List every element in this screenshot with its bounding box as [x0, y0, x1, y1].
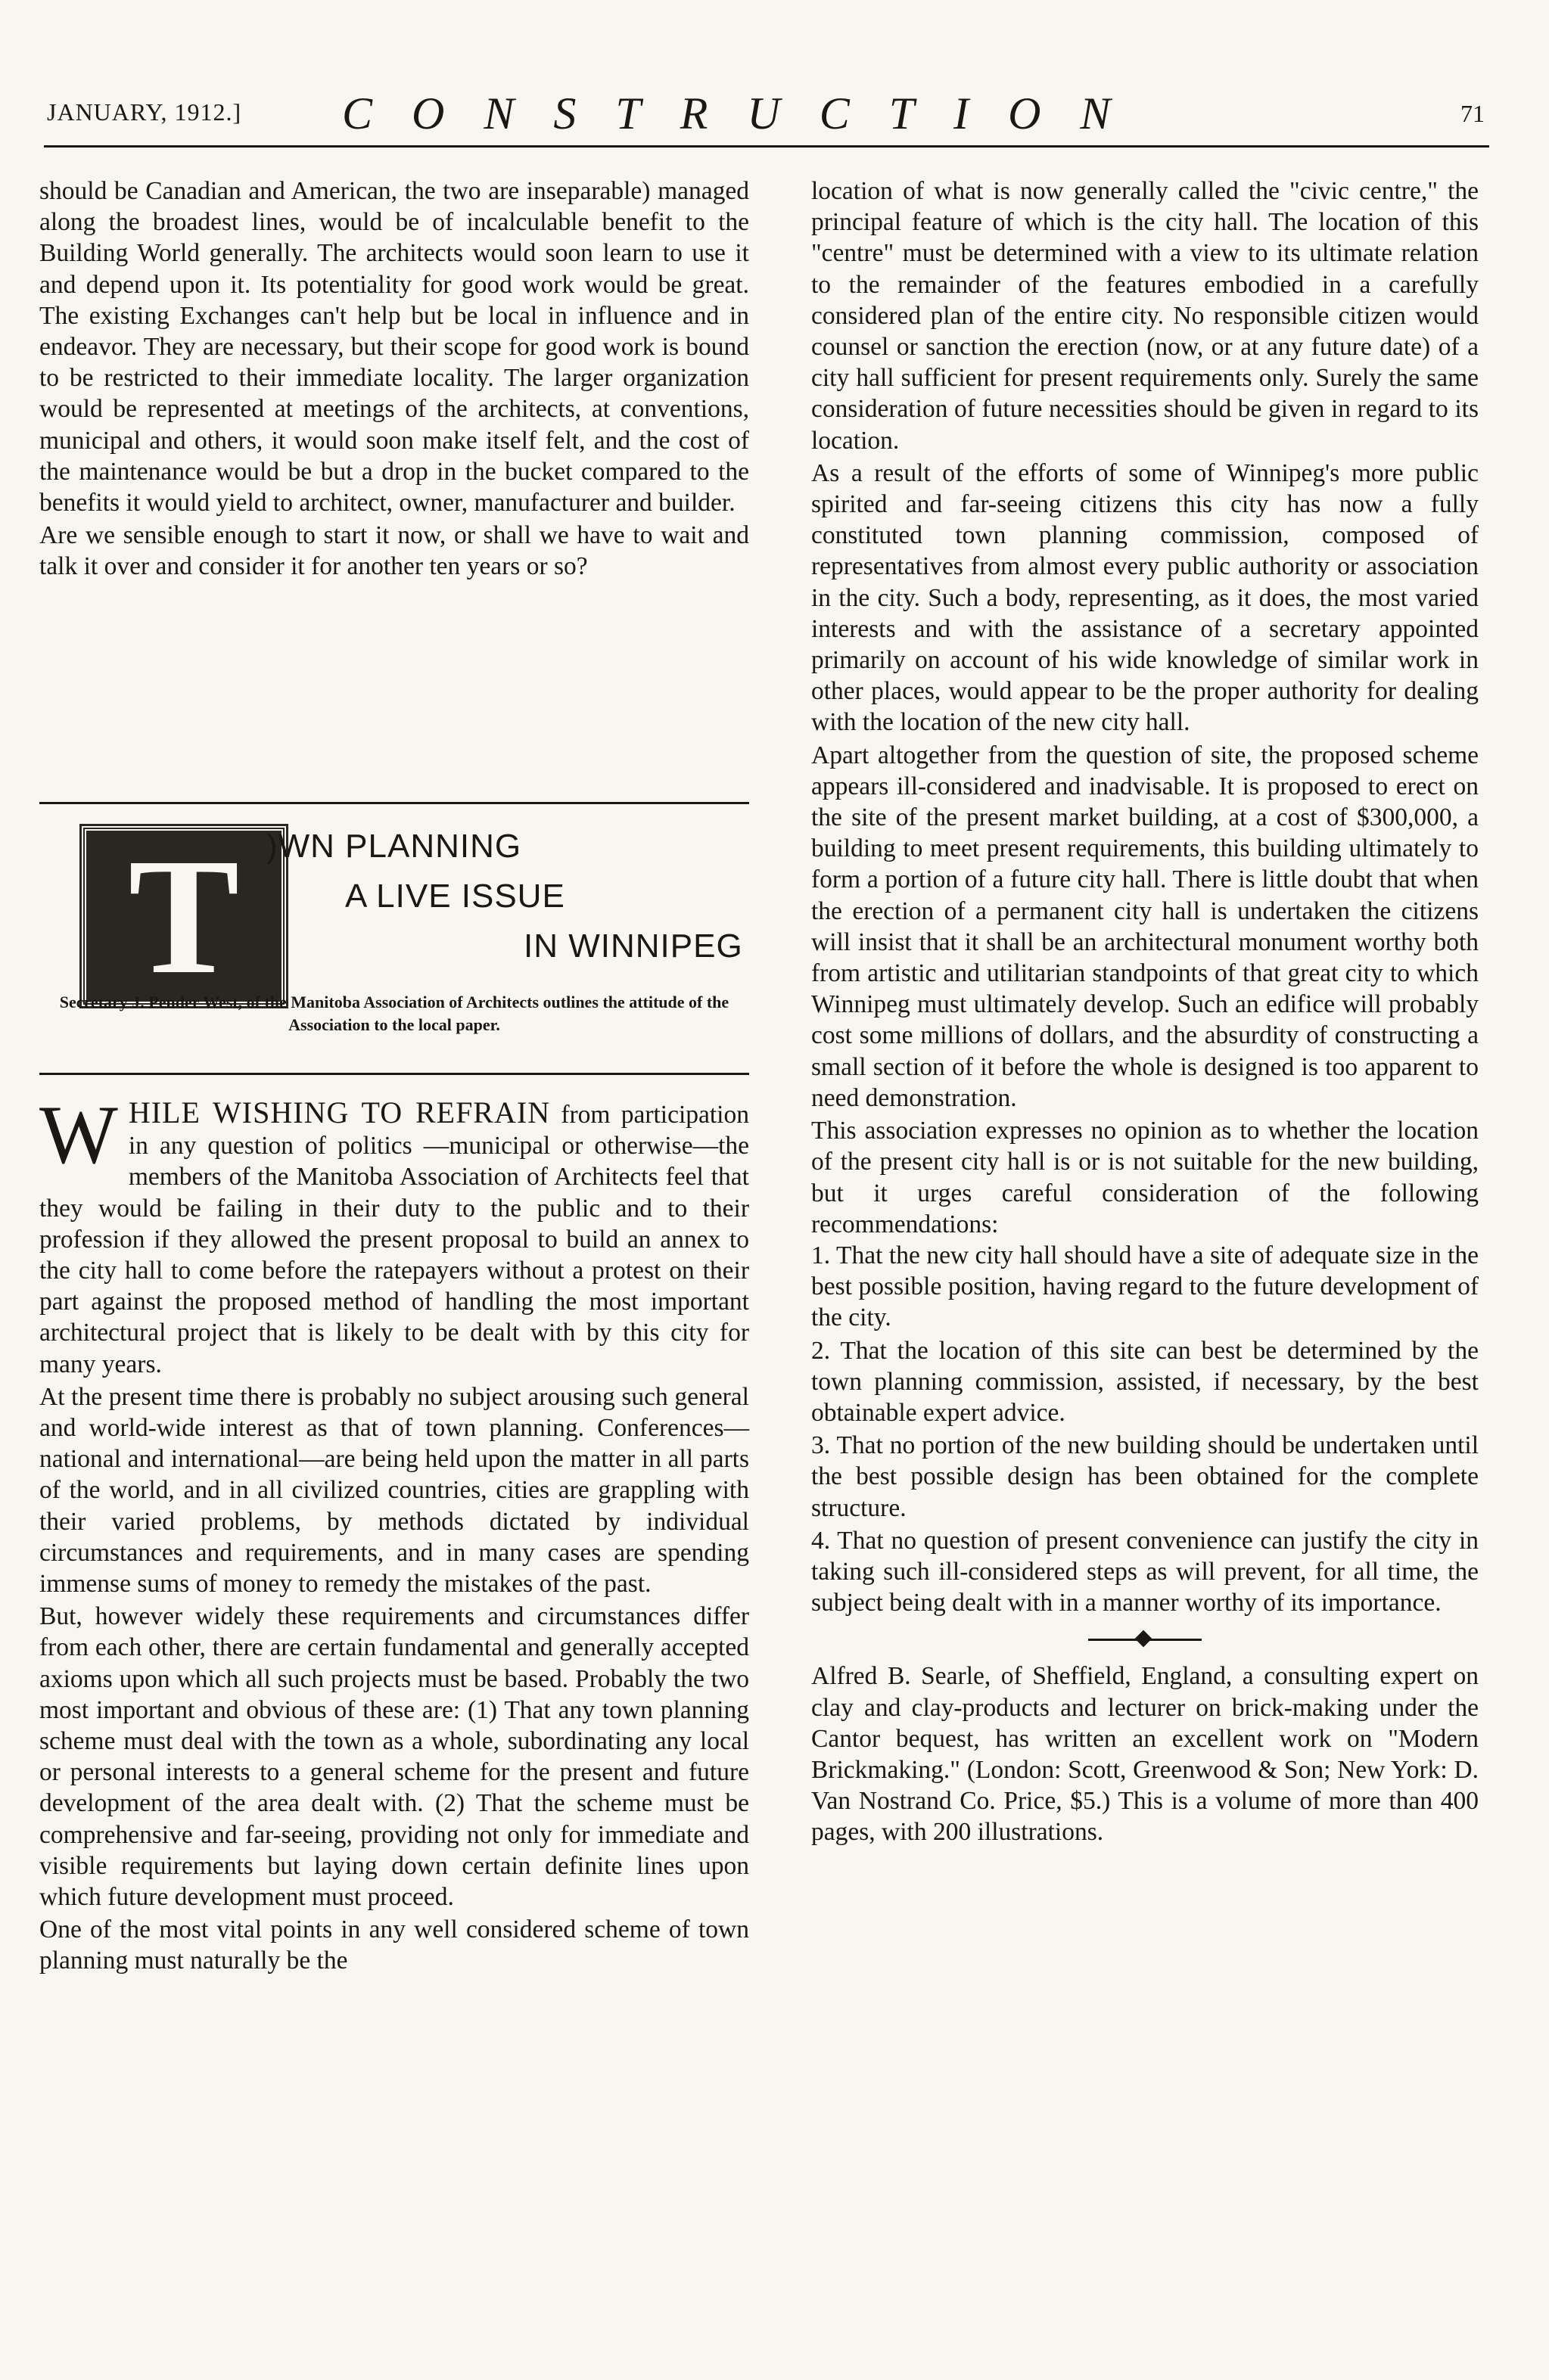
journal-title: CONSTRUCTION	[342, 89, 1150, 138]
issue-date: JANUARY, 1912.]	[47, 98, 242, 126]
list-item: 3. That no portion of the new building should be undertaken until the best possible design has been obtained for the complete structure.	[811, 1431, 1479, 1522]
paragraph: This association expresses no opinion as to whether the location of the present city hall is or is not suitable for the new building, but it urges careful consideration of the following recommendations:	[811, 1117, 1479, 1238]
section-rule	[39, 1073, 749, 1075]
list-item: 4. That no question of present convenience can justify the city in taking such ill-considered steps as will prevent, for all time, the subject being dealt with in a manner worthy of its importance.	[811, 1526, 1479, 1617]
heading-line-3: IN WINNIPEG	[524, 927, 743, 965]
paragraph: Are we sensible enough to start it now, or shall we have to wait and talk it over and consider it for another ten years or so?	[39, 521, 749, 581]
book-notice: Alfred B. Searle, of Sheffield, England, a consulting expert on clay and clay-products and lecturer on brick-making under the Cantor bequest, has written an excellent work on "Modern Brickmaking." (London: Scott, Greenwood & Son; New York: D. Van Nostrand Co. Price, $5.) This is a volume of more than 400 pages, with 200 illustrations.	[811, 1662, 1479, 1847]
paragraph: location of what is now generally called the "civic centre," the principal feature of which is the city hall. The location of this "centre" must be determined with a view to its ultimate relation to the remainder of the features embodied in a carefully considered plan of the entire city. No responsible citizen would counsel or sanction the erection (now, or at any future date) of a city hall sufficient for present requirements only. Surely the same consideration of future necessities should be given in regard to its location.	[811, 177, 1479, 455]
paragraph: One of the most vital points in any well considered scheme of town planning must naturally be the	[39, 1915, 749, 1975]
running-header	[47, 82, 1485, 147]
left-column-article	[39, 1089, 749, 1977]
list-item: 1. That the new city hall should have a site of adequate size in the best possible position, having regard to the future development of the city.	[811, 1241, 1479, 1332]
paragraph: But, however widely these requirements and circumstances differ from each other, there are certain fundamental and generally accepted axioms upon which all such projects must be based. Probably the two most important and obvious of these are: (1) That any town planning scheme must deal with the town as a whole, subordinating any local or personal interests to a general scheme for the present and future development of the area dealt with. (2) That the scheme must be comprehensive and far-seeing, providing not only for immediate and visible requirements but laying down certain definite lines upon which future development must proceed.	[39, 1602, 749, 1912]
paragraph: As a result of the efforts of some of Winnipeg's more public spirited and far-seeing citizens this city has now a fully constituted town planning commission, composed of representatives from almost every public authority or association in the city. Such a body, representing, as it does, the most varied interests and with the assistance of a secretary appointed primarily on account of his wide knowledge of similar work in other places, would appear to be the proper authority for dealing with the location of the new city hall.	[811, 458, 1479, 737]
right-column	[811, 176, 1479, 1848]
article-subheading: Secretary J. Pender West, of the Manitoba Association of Architects outlines the attitude of the Association to the local paper.	[59, 993, 729, 1034]
list-item: 2. That the location of this site can best be determined by the town planning commission, assisted, if necessary, by the best obtainable expert advice.	[811, 1336, 1479, 1427]
paragraph: At the present time there is probably no subject arousing such general and world-wide interest as that of town planning. Conferences—national and international—are being held upon the matter in all parts of the world, and in all civilized countries, cities are grappling with their varied problems, by methods dictated by individual circumstances and requirements, and in many cases are spending immense sums of money to remedy the mistakes of the past.	[39, 1382, 749, 1599]
heading-rule	[39, 802, 749, 804]
drop-cap: W	[39, 1089, 118, 1181]
first-paragraph	[39, 1089, 749, 1380]
recommendations-list	[811, 1240, 1479, 1618]
lead-in: HILE WISHING TO REFRAIN	[128, 1095, 551, 1129]
decorative-initial	[82, 826, 286, 1006]
ornament-rule	[1088, 1639, 1202, 1641]
left-column-intro	[39, 176, 749, 583]
header-rule	[44, 145, 1489, 148]
paragraph: should be Canadian and American, the two are inseparable) managed along the broadest lines, would be of incalculable benefit to the Building World generally. The architects would soon learn to use it and depend upon it. Its potentiality for good work would be great. The existing Exchanges can't help but be local in influence and in endeavor. They are necessary, but their scope for good work is bound to be restricted to their immediate locality. The larger organization would be represented at meetings of the architects, at conventions, municipal and others, it would soon make itself felt, and the cost of the maintenance would be but a drop in the bucket compared to the benefits it would yield to architect, owner, manufacturer and builder.	[39, 177, 749, 517]
paragraph-text: from participation in any question of politics —municipal or otherwise—the members of the Manitoba Association of Architects feel that they would be failing in their duty to the public and to their profession if they allowed the present proposal to build an annex to the city hall to come before the ratepayers without a protest on their part against the proposed method of handling the most important architectural project that is likely to be dealt with by this city for many years.	[39, 1101, 749, 1378]
section-ornament	[811, 1618, 1479, 1661]
page-number: 71	[1460, 100, 1485, 127]
heading-line-2: A LIVE ISSUE	[345, 878, 565, 915]
heading-line-1: )WN PLANNING	[266, 828, 522, 865]
initial-letter: T	[128, 824, 240, 1008]
paragraph: Apart altogether from the question of site, the proposed scheme appears ill-considered and inadvisable. It is proposed to erect on the site of the present market building, at a cost of $300,000, a building to meet present requirements, this building ultimately to form a portion of a future city hall. There is little doubt that when the erection of a permanent city hall is undertaken the citizens will insist that it shall be an architectural monument worthy both from artistic and utilitarian standpoints of that great city to which Winnipeg must ultimately develop. Such an edifice will probably cost some millions of dollars, and the absurdity of constructing a small section of it before the whole is designed is too apparent to need demonstration.	[811, 741, 1479, 1112]
